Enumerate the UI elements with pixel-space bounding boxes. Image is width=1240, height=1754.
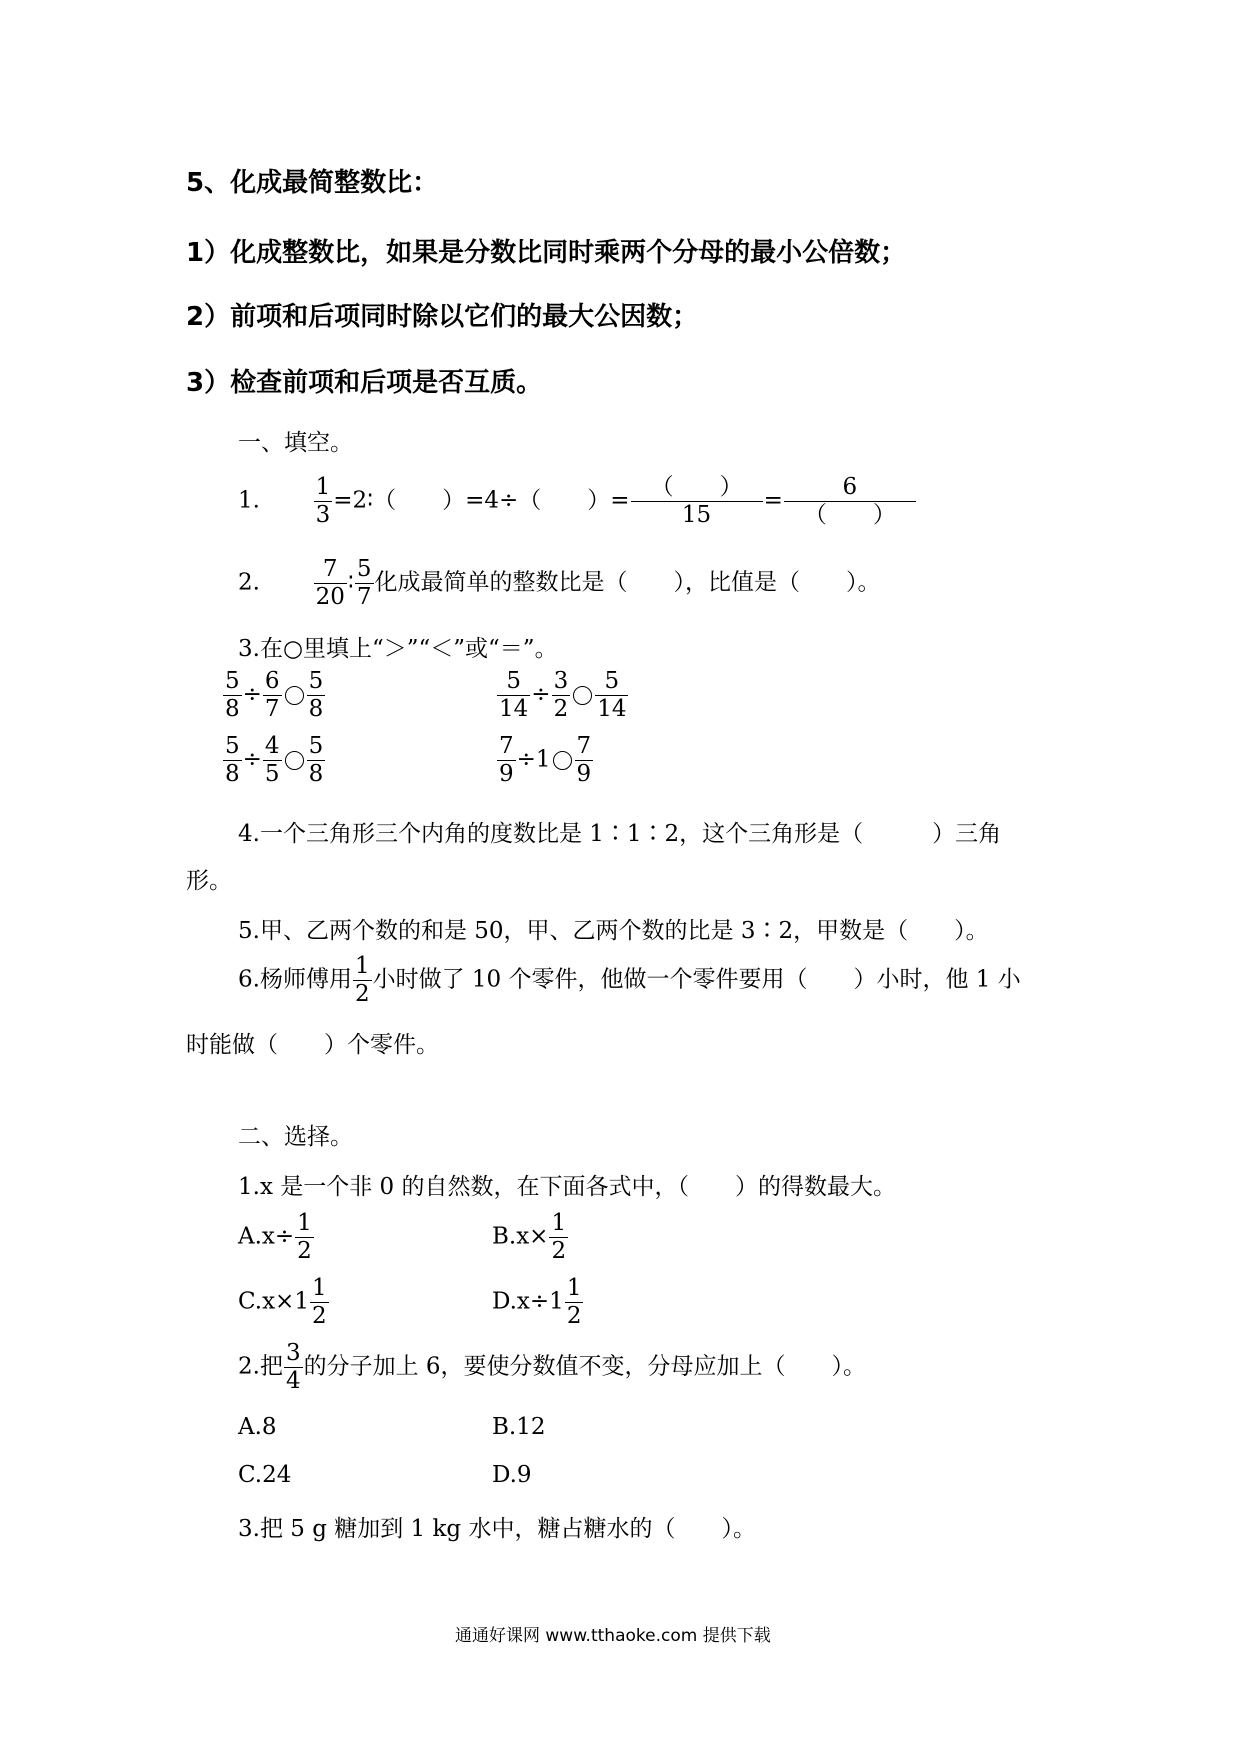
expression-text: =2∶（ ）=4÷（ ）= [333,487,630,514]
footer-credit: 通通好课网 www.tthaoke.com 提供下载 [455,1626,771,1646]
question-1-4-line2: 形。 [186,868,232,894]
comparison-c: $\frac{5}{8}$ ÷ $\frac{4}{5}$ $\frac{5}{8}$ [225,733,324,787]
option-c: C.24 [238,1462,292,1488]
question-1-5: 5.甲、乙两个数的和是 50，甲、乙两个数的比是 3∶2，甲数是（ ）。 [238,918,989,944]
question-1-6-line2: 时能做（ ）个零件。 [186,1032,439,1058]
rule-step-3: 3）检查前项和后项是否互质。 [186,368,543,398]
question-1-3: 3.在○里填上“＞”“＜”或“＝”。 [238,636,558,662]
fraction: $\frac{6}{( )}$ [784,476,916,527]
question-1-2 [238,558,881,609]
fraction: $\frac{7}{20}$ [315,556,345,610]
section-2-title: 二、选择。 [238,1124,353,1150]
answer-circle[interactable] [285,751,304,770]
fraction: $\frac{1}{3}$ [315,474,331,528]
question-1-4-line1: 4.一个三角形三个内角的度数比是 1∶1∶2，这个三角形是（ ）三角 [238,821,1002,847]
fraction: $\frac{3}{4}$ [285,1340,301,1394]
answer-circle[interactable] [285,686,304,705]
option-a: A.x÷ $\frac{1}{2}$ [238,1210,312,1264]
comparison-b: $\frac{5}{14}$ ÷ $\frac{3}{2}$ $\frac{5}{14}$ [499,668,627,722]
fraction: $\frac{( )}{15}$ [631,476,763,527]
question-2-3: 3.把 5 g 糖加到 1 kg 水中，糖占糖水的（ ）。 [238,1516,756,1542]
rule-step-1: 1）化成整数比，如果是分数比同时乘两个分母的最小公倍数； [186,238,907,268]
question-2-1: 1.x 是一个非 0 的自然数，在下面各式中，（ ）的得数最大。 [238,1174,896,1200]
question-2-2: 2.把 $\frac{3}{4}$ 的分子加上 6，要使分数值不变，分母应加上（ ）。 [238,1340,867,1394]
comparison-a: $\frac{5}{8}$ ÷ $\frac{6}{7}$ $\frac{5}{8}$ [225,668,324,722]
question-1-1 [238,476,917,527]
question-number: 1. [238,487,260,514]
question-number: 2. [238,569,260,596]
option-b: B.12 [492,1414,546,1440]
answer-circle[interactable] [553,751,572,770]
option-b: B.x× $\frac{1}{2}$ [492,1210,567,1264]
fraction: $\frac{5}{7}$ [356,556,372,610]
question-text: 化成最简单的整数比是（ ），比值是（ ）。 [374,569,881,596]
answer-circle[interactable] [573,686,592,705]
comparison-d: $\frac{7}{9}$ ÷1 $\frac{7}{9}$ [499,733,592,787]
rule-step-2: 2）前项和后项同时除以它们的最大公因数； [186,302,699,332]
option-d: D.9 [492,1462,532,1488]
section-heading: 5、化成最简整数比： [186,168,439,198]
option-d: D.x÷1 $\frac{1}{2}$ [492,1275,582,1329]
question-1-6-line1: 6.杨师傅用 $\frac{1}{2}$ 小时做了 10 个零件，他做一个零件要用（ ）小时，他 1 小 [238,953,1021,1007]
option-a: A.8 [238,1414,277,1440]
ratio-colon: ∶ [347,569,354,596]
equals-sign: = [763,487,783,514]
option-c: C.x×1 $\frac{1}{2}$ [238,1275,327,1329]
fraction: $\frac{1}{2}$ [354,953,370,1007]
section-1-title: 一、填空。 [238,430,353,456]
